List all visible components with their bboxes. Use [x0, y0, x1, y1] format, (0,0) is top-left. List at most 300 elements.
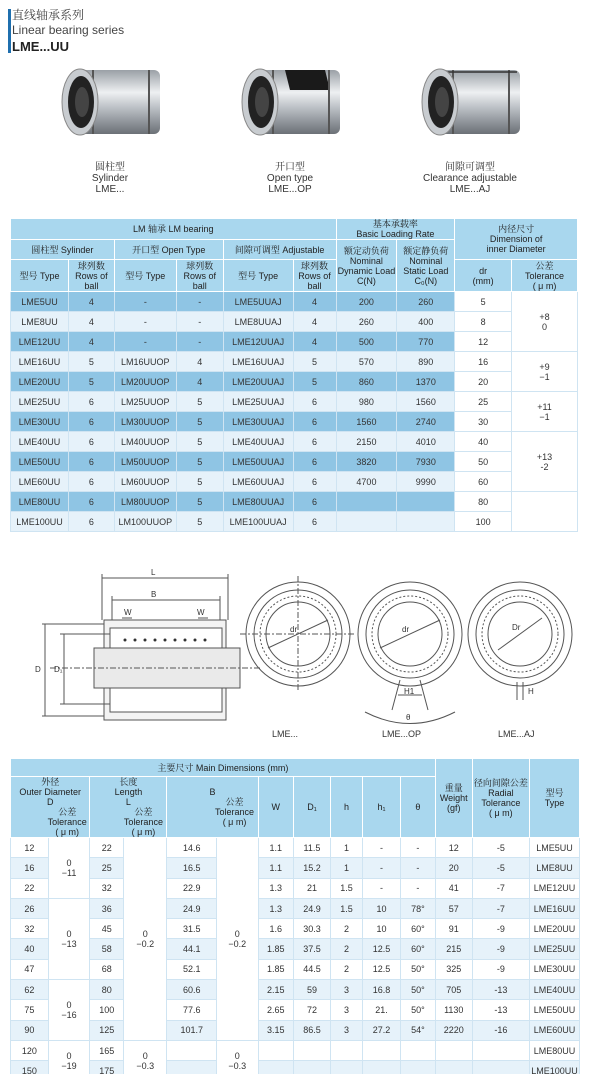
cell-outer-d: 12	[11, 838, 49, 858]
cell-open-rows: 5	[176, 492, 223, 512]
th-tolerance	[512, 260, 578, 292]
cell-adj-rows: 5	[293, 352, 336, 372]
th-length	[90, 777, 167, 838]
cell-d-tol-upper: 0	[66, 1000, 72, 1011]
cell-tolerance-lower: 0	[542, 321, 548, 332]
th-rows3-a: 球列数	[301, 260, 329, 271]
cell-w: 1.85	[258, 939, 293, 959]
th-type	[530, 759, 580, 838]
cell-radial-tol	[472, 1040, 529, 1060]
cell-dynamic-load	[336, 512, 397, 532]
cell-d1: 44.5	[293, 959, 330, 979]
product-open	[210, 52, 370, 202]
cell-outer-d: 90	[11, 1020, 49, 1040]
th-od-sym: D	[46, 797, 54, 807]
cell-tolerance-lower: -2	[540, 461, 549, 472]
cell-theta: 50°	[401, 980, 436, 1000]
cell-dynamic-load: 200	[336, 292, 397, 312]
cell-l-tol	[124, 838, 167, 1041]
cell-w: 1.3	[258, 878, 293, 898]
cell-static-load: 9990	[397, 472, 455, 492]
cell-type: LME5UU	[530, 838, 580, 858]
adjustable-bearing-image	[405, 52, 535, 162]
header-accent-bar	[8, 9, 11, 53]
cell-theta	[401, 1061, 436, 1074]
cell-weight: 20	[435, 858, 472, 878]
cell-radial-tol: -7	[472, 878, 529, 898]
cell-radial-tol	[472, 1061, 529, 1074]
cell-dr: 16	[455, 352, 512, 372]
cell-type: LME40UU	[11, 432, 69, 452]
th-open: 开口型 Open Type	[114, 240, 223, 260]
cell-adj-rows: 6	[293, 412, 336, 432]
cylinder-bearing-image	[45, 52, 175, 162]
th-outer-diameter	[11, 777, 90, 838]
th-rows3-c: ball	[307, 280, 322, 291]
cell-length: 125	[90, 1020, 124, 1040]
model-title: LME...UU	[12, 39, 70, 54]
product-cylinder-en: Sylinder	[91, 173, 129, 184]
cell-rows: 6	[68, 512, 114, 532]
cell-type: LME30UU	[530, 959, 580, 979]
cell-tolerance-upper: +13	[536, 451, 553, 462]
cell-l-tol-upper: 0	[142, 1050, 148, 1061]
cell-rows: 6	[68, 452, 114, 472]
cell-l-tol	[124, 1040, 167, 1074]
cell-w: 1.85	[258, 959, 293, 979]
th-lm-bearing: LM 轴承 LM bearing	[11, 219, 337, 240]
cell-h1: 12.5	[363, 959, 401, 979]
th-od-en: Outer Diameter	[19, 787, 81, 797]
th-od-tol-cn: 公差	[58, 807, 77, 817]
cell-w: 1.6	[258, 919, 293, 939]
cell-length: 25	[90, 858, 124, 878]
cell-b: 14.6	[167, 838, 217, 858]
dimension-table	[10, 758, 580, 1074]
cell-b-tol-upper: 0	[234, 1050, 240, 1061]
th-rad-u: ( μ m)	[489, 808, 513, 818]
cell-static-load	[397, 512, 455, 532]
cell-type: LME12UU	[530, 878, 580, 898]
spec-row	[11, 472, 578, 492]
th-len-en: Length	[114, 787, 143, 797]
cell-d-tol-lower: −13	[61, 938, 77, 949]
spec-row	[11, 452, 578, 472]
cell-type: LME50UU	[530, 1000, 580, 1020]
cell-d-tol-lower: −19	[61, 1060, 77, 1071]
cell-b: 52.1	[167, 959, 217, 979]
cell-outer-d: 22	[11, 878, 49, 898]
cell-open-type: LM20UUOP	[114, 372, 176, 392]
cell-outer-d: 62	[11, 980, 49, 1000]
th-len-cn: 长度	[119, 777, 138, 787]
dimension-row	[11, 858, 580, 878]
cell-d1: 59	[293, 980, 330, 1000]
cell-open-rows: 5	[176, 512, 223, 532]
cell-length: 45	[90, 919, 124, 939]
dimension-row	[11, 939, 580, 959]
cell-length: 22	[90, 838, 124, 858]
bearing-spec-table	[10, 218, 578, 532]
cell-weight: 215	[435, 939, 472, 959]
cell-h: 3	[331, 980, 363, 1000]
cell-weight: 12	[435, 838, 472, 858]
dimension-row	[11, 1040, 580, 1060]
cell-h: 2	[331, 959, 363, 979]
label-W-left: W	[124, 608, 132, 617]
cell-h1: -	[363, 858, 401, 878]
th-cylinder: 圆柱型 Sylinder	[11, 240, 115, 260]
th-d1: D₁	[293, 777, 330, 838]
cell-type: LME30UU	[11, 412, 69, 432]
cell-type: LME60UU	[530, 1020, 580, 1040]
cell-theta	[401, 1040, 436, 1060]
cell-static-load: 400	[397, 312, 455, 332]
cell-adj-rows: 4	[293, 332, 336, 352]
cell-h1: 10	[363, 898, 401, 918]
cell-static-load	[397, 492, 455, 512]
cell-open-rows: 5	[176, 472, 223, 492]
cell-theta: 60°	[401, 939, 436, 959]
cell-h: 3	[331, 1000, 363, 1020]
cell-open-rows: 5	[176, 432, 223, 452]
cell-l-tol-lower: −0.2	[136, 938, 155, 949]
cell-static-load: 770	[397, 332, 455, 352]
cell-rows: 5	[68, 372, 114, 392]
th-w: W	[258, 777, 293, 838]
cell-b: 60.6	[167, 980, 217, 1000]
th-h1: h₁	[363, 777, 401, 838]
caption-lme: LME...	[272, 729, 299, 739]
th-len-tol-en: Tolerance	[123, 817, 163, 827]
th-b-tol-en: Tolerance	[215, 807, 255, 817]
cell-d-tol	[48, 980, 90, 1041]
label-D1: D₁	[54, 665, 63, 674]
th-type-1: 型号 Type	[11, 260, 69, 292]
cell-theta: 50°	[401, 959, 436, 979]
th-b-tol-cn: 公差	[225, 797, 244, 807]
cell-adj-rows: 6	[293, 452, 336, 472]
cell-type: LME100UU	[530, 1061, 580, 1074]
cell-open-type: -	[114, 292, 176, 312]
cell-outer-d: 75	[11, 1000, 49, 1020]
cell-dr: 60	[455, 472, 512, 492]
label-dr-1: dr	[290, 625, 298, 634]
label-H1: H1	[404, 687, 415, 696]
cell-h1: 27.2	[363, 1020, 401, 1040]
spec-row	[11, 352, 578, 372]
cell-theta: -	[401, 858, 436, 878]
cell-open-type: LM50UUOP	[114, 452, 176, 472]
cell-open-rows: 5	[176, 392, 223, 412]
caption-lme-op: LME...OP	[382, 729, 422, 739]
cell-b-tol	[217, 1040, 259, 1074]
cell-type: LME80UU	[11, 492, 69, 512]
cell-w: 2.15	[258, 980, 293, 1000]
cell-static-load: 4010	[397, 432, 455, 452]
cell-dr: 5	[455, 292, 512, 312]
cell-outer-d: 32	[11, 919, 49, 939]
th-rows2-c: ball	[192, 280, 207, 291]
cell-type: LME5UU	[11, 292, 69, 312]
th-type-en: Type	[544, 798, 565, 808]
cell-length: 32	[90, 878, 124, 898]
cell-radial-tol: -9	[472, 919, 529, 939]
cell-dr: 40	[455, 432, 512, 452]
th-b-sym: B	[209, 787, 216, 797]
cell-rows: 5	[68, 352, 114, 372]
cell-w	[258, 1061, 293, 1074]
cell-length: 165	[90, 1040, 124, 1060]
spec-row	[11, 512, 578, 532]
th-dyn-en3: C(N)	[356, 275, 376, 286]
cell-adj-type: LME16UUAJ	[223, 352, 293, 372]
cell-theta: 78°	[401, 898, 436, 918]
cell-adj-type: LME50UUAJ	[223, 452, 293, 472]
cell-type: LME8UU	[11, 312, 69, 332]
cell-static-load: 890	[397, 352, 455, 372]
cell-type: LME80UU	[530, 1040, 580, 1060]
cell-d-tol-upper: 0	[66, 928, 72, 939]
th-tol-c: ( μ m)	[532, 280, 557, 291]
cell-adj-rows: 6	[293, 432, 336, 452]
cell-b: 101.7	[167, 1020, 217, 1040]
cell-dynamic-load: 1560	[336, 412, 397, 432]
cell-weight	[435, 1040, 472, 1060]
cell-dynamic-load: 860	[336, 372, 397, 392]
th-wt-en: Weight	[439, 793, 468, 803]
spec-row	[11, 332, 578, 352]
cell-outer-d: 47	[11, 959, 49, 979]
product-adjustable-code: LME...AJ	[449, 184, 491, 195]
dimension-diagram	[20, 560, 580, 745]
cell-rows: 6	[68, 392, 114, 412]
cell-open-type: LM100UUOP	[114, 512, 176, 532]
label-dr-2: dr	[402, 625, 410, 634]
th-dyn-en2: Dynamic Load	[337, 265, 396, 276]
cell-adj-rows: 6	[293, 472, 336, 492]
cell-tolerance-empty	[512, 492, 578, 532]
cell-rows: 4	[68, 332, 114, 352]
cell-d1: 15.2	[293, 858, 330, 878]
dimension-row	[11, 919, 580, 939]
cell-open-rows: -	[176, 332, 223, 352]
product-adjustable-en: Clearance adjustable	[423, 173, 517, 184]
spec-row	[11, 432, 578, 452]
cell-h1	[363, 1040, 401, 1060]
cell-adj-rows: 5	[293, 372, 336, 392]
product-open-code: LME...OP	[268, 184, 312, 195]
open-bearing-image	[225, 52, 355, 162]
th-adjustable: 间隙可调型 Adjustable	[223, 240, 336, 260]
th-b	[167, 777, 258, 838]
cell-outer-d: 26	[11, 898, 49, 918]
cell-dynamic-load: 570	[336, 352, 397, 372]
cell-static-load: 2740	[397, 412, 455, 432]
cell-rows: 6	[68, 412, 114, 432]
th-radial	[472, 759, 529, 838]
cell-h1: 12.5	[363, 939, 401, 959]
cell-radial-tol: -5	[472, 858, 529, 878]
th-main-dimensions: 主要尺寸 Main Dimensions (mm)	[11, 759, 436, 777]
cell-adj-type: LME20UUAJ	[223, 372, 293, 392]
cell-static-load: 260	[397, 292, 455, 312]
cell-b-tol	[217, 838, 259, 1041]
cell-theta: 50°	[401, 1000, 436, 1020]
th-rad-en1: Radial	[488, 788, 514, 798]
cell-tolerance	[512, 292, 578, 352]
cell-outer-d: 40	[11, 939, 49, 959]
cell-adj-type: LME40UUAJ	[223, 432, 293, 452]
th-b-tol-u: ( μ m)	[222, 817, 247, 827]
cell-theta: -	[401, 838, 436, 858]
cell-b: 22.9	[167, 878, 217, 898]
th-sta-cn: 额定静负荷	[403, 245, 449, 256]
cell-d1: 24.9	[293, 898, 330, 918]
cell-type: LME20UU	[530, 919, 580, 939]
product-adjustable-cn: 间隙可调型	[445, 162, 495, 173]
th-len-sym: L	[125, 797, 131, 807]
cell-dr: 80	[455, 492, 512, 512]
cell-rows: 6	[68, 492, 114, 512]
cell-tolerance	[512, 352, 578, 392]
label-Dr: Dr	[512, 623, 521, 632]
cell-tolerance	[512, 392, 578, 432]
th-rows2-b: Rows of	[183, 270, 216, 281]
cell-weight	[435, 1061, 472, 1074]
cell-w: 3.15	[258, 1020, 293, 1040]
product-cylinder-code: LME...	[95, 184, 125, 195]
cell-open-rows: 5	[176, 412, 223, 432]
th-dynamic	[336, 240, 397, 292]
cell-adj-rows: 4	[293, 312, 336, 332]
th-load-en: Basic Loading Rate	[356, 229, 435, 239]
th-load-cn: 基本承载率	[372, 219, 418, 229]
th-type-cn: 型号	[545, 788, 564, 798]
cell-h: 3	[331, 1020, 363, 1040]
cell-radial-tol: -13	[472, 1000, 529, 1020]
cell-h: 2	[331, 919, 363, 939]
cell-open-rows: 4	[176, 372, 223, 392]
cell-d1	[293, 1040, 330, 1060]
cell-d1: 37.5	[293, 939, 330, 959]
cell-weight: 57	[435, 898, 472, 918]
cell-h1: 16.8	[363, 980, 401, 1000]
cell-d-tol	[48, 898, 90, 979]
cell-h1: -	[363, 878, 401, 898]
cell-weight: 325	[435, 959, 472, 979]
cell-adj-type: LME100UUAJ	[223, 512, 293, 532]
th-od-tol-u: ( μ m)	[55, 827, 80, 837]
cell-length: 58	[90, 939, 124, 959]
cell-adj-type: LME30UUAJ	[223, 412, 293, 432]
cell-type: LME40UU	[530, 980, 580, 1000]
th-tol-b: Tolerance	[525, 270, 565, 281]
th-load	[336, 219, 455, 240]
cell-type: LME8UU	[530, 858, 580, 878]
cell-tolerance-lower: −1	[539, 371, 550, 382]
cell-type: LME25UU	[530, 939, 580, 959]
cell-d-tol-lower: −16	[61, 1010, 77, 1021]
cell-static-load: 1370	[397, 372, 455, 392]
cell-d1: 21	[293, 878, 330, 898]
cell-h: 2	[331, 939, 363, 959]
cell-theta: 54°	[401, 1020, 436, 1040]
th-rows1-b: Rows of	[75, 270, 108, 281]
cell-type: LME50UU	[11, 452, 69, 472]
dimension-row	[11, 1020, 580, 1040]
cell-weight: 91	[435, 919, 472, 939]
cell-dynamic-load: 2150	[336, 432, 397, 452]
cell-length: 80	[90, 980, 124, 1000]
label-W-right: W	[197, 608, 205, 617]
spec-row	[11, 372, 578, 392]
cell-dr: 20	[455, 372, 512, 392]
cell-radial-tol: -5	[472, 838, 529, 858]
dimension-row	[11, 959, 580, 979]
cell-adj-type: LME25UUAJ	[223, 392, 293, 412]
cell-dynamic-load: 4700	[336, 472, 397, 492]
title-en: Linear bearing series	[12, 23, 125, 37]
th-weight	[435, 759, 472, 838]
th-type-2: 型号 Type	[114, 260, 176, 292]
label-L: L	[151, 568, 156, 577]
cell-type: LME16UU	[530, 898, 580, 918]
th-wt-cn: 重量	[444, 783, 463, 793]
cell-open-rows: 5	[176, 452, 223, 472]
cell-dr: 12	[455, 332, 512, 352]
dimension-row	[11, 1061, 580, 1074]
cell-type: LME12UU	[11, 332, 69, 352]
cell-w: 2.65	[258, 1000, 293, 1020]
cell-weight: 1130	[435, 1000, 472, 1020]
cell-static-load: 1560	[397, 392, 455, 412]
cell-open-type: LM16UUOP	[114, 352, 176, 372]
product-open-en: Open type	[266, 173, 314, 184]
cell-d1: 86.5	[293, 1020, 330, 1040]
th-type-3: 型号 Type	[223, 260, 293, 292]
cell-tolerance-upper: +9	[539, 361, 550, 372]
cell-dynamic-load: 260	[336, 312, 397, 332]
cell-b: 31.5	[167, 919, 217, 939]
cell-outer-d: 150	[11, 1061, 49, 1074]
cell-dr: 8	[455, 312, 512, 332]
cell-length: 36	[90, 898, 124, 918]
cell-b: 77.6	[167, 1000, 217, 1020]
th-dr-b: (mm)	[472, 275, 494, 286]
cell-b-tol-lower: −0.2	[228, 938, 247, 949]
cell-open-type: LM60UUOP	[114, 472, 176, 492]
cell-h	[331, 1040, 363, 1060]
th-sta-en2: Static Load	[403, 265, 449, 276]
cell-open-type: -	[114, 312, 176, 332]
cell-b-tol-lower: −0.3	[228, 1060, 247, 1071]
th-sta-en3: C₀(N)	[414, 275, 438, 286]
cell-dynamic-load: 980	[336, 392, 397, 412]
th-static	[397, 240, 455, 292]
page-header	[12, 8, 124, 55]
th-rows-3	[293, 260, 336, 292]
product-cylinder	[30, 52, 190, 202]
th-h: h	[331, 777, 363, 838]
cell-w	[258, 1040, 293, 1060]
cell-theta: 60°	[401, 919, 436, 939]
cell-rows: 4	[68, 292, 114, 312]
cell-d-tol	[48, 1040, 90, 1074]
th-dr	[455, 260, 512, 292]
th-dyn-en1: Nominal	[349, 255, 383, 266]
cell-radial-tol: -9	[472, 939, 529, 959]
